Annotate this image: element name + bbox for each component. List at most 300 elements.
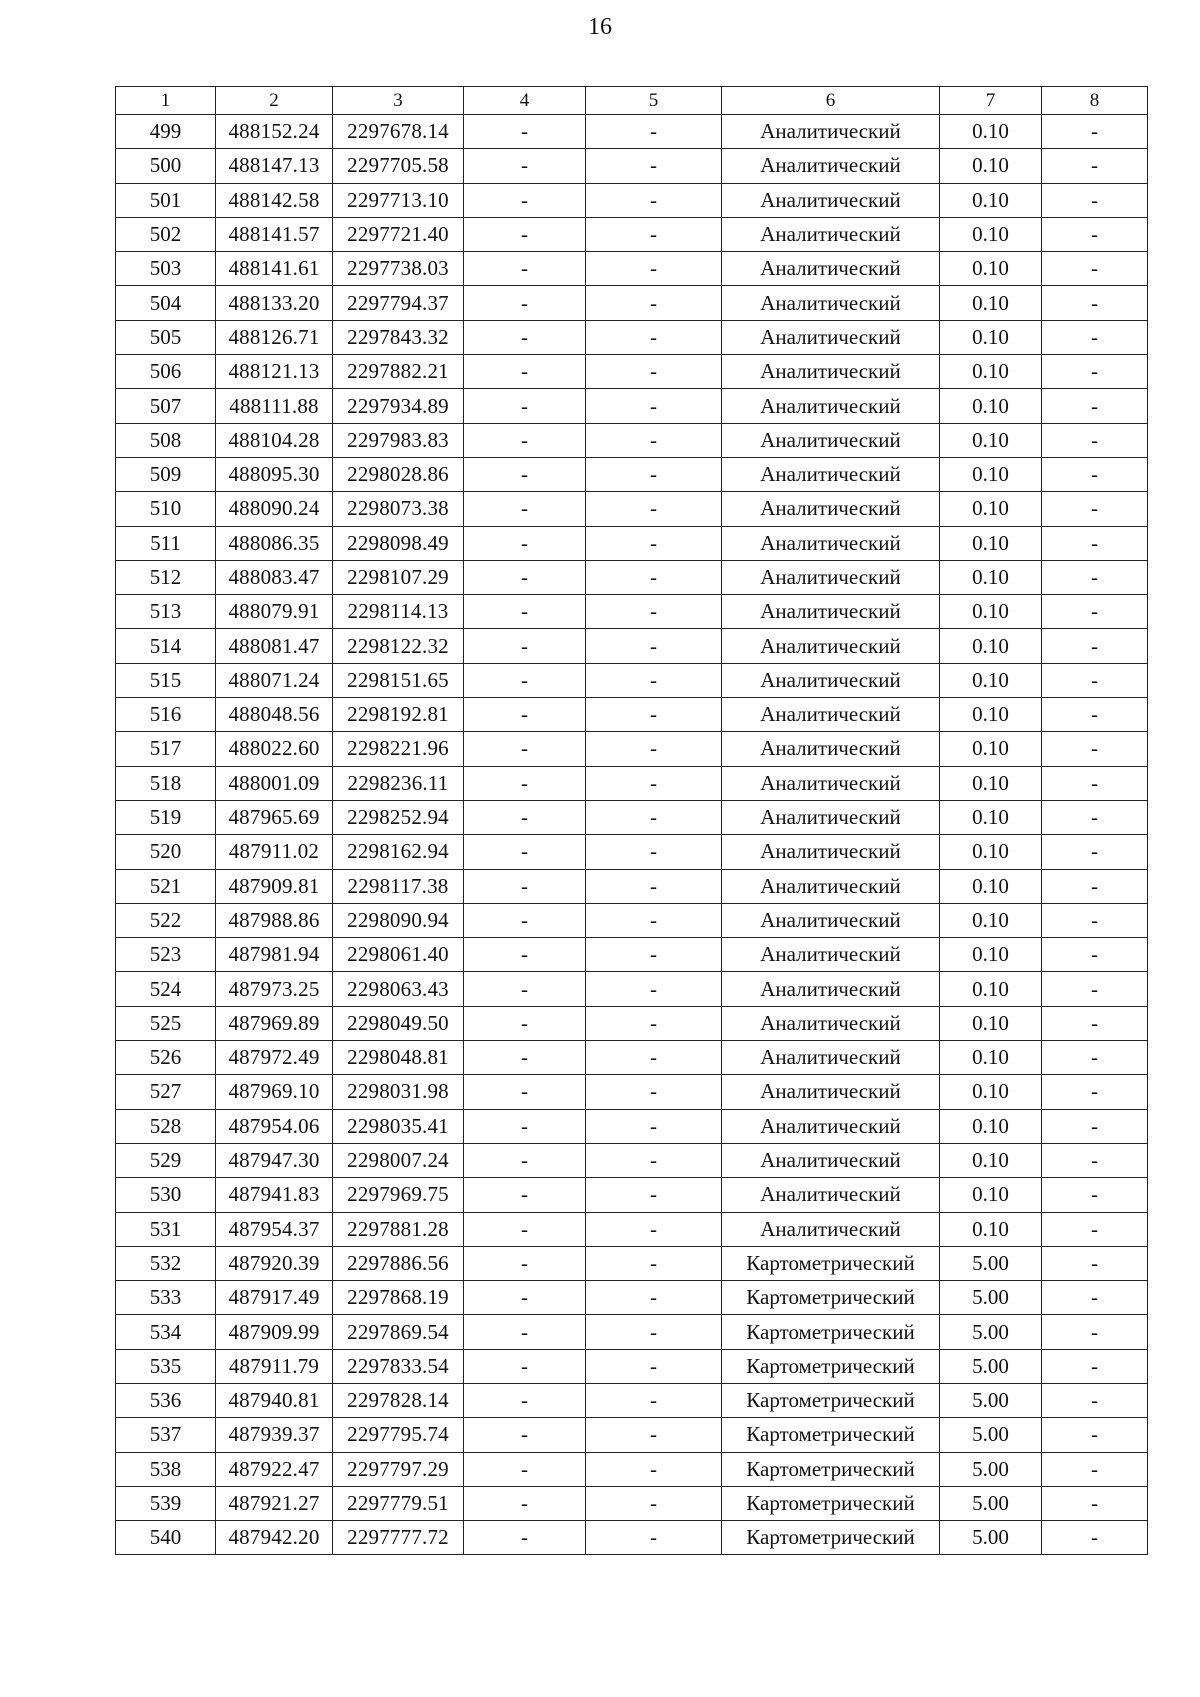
cell-coord-x: 488141.57 <box>216 217 333 251</box>
column-header-col-5: 5 <box>586 87 722 115</box>
table-row <box>116 1486 1148 1520</box>
cell-col-5: - <box>586 1246 722 1280</box>
column-header-col-8: 8 <box>1042 87 1148 115</box>
cell-col-8: - <box>1042 1349 1148 1383</box>
cell-accuracy: 0.10 <box>940 1178 1042 1212</box>
cell-method: Аналитический <box>722 766 940 800</box>
table-body <box>116 115 1148 1555</box>
cell-col-8: - <box>1042 115 1148 149</box>
cell-accuracy: 0.10 <box>940 320 1042 354</box>
cell-point-number: 528 <box>116 1109 216 1143</box>
cell-method: Аналитический <box>722 423 940 457</box>
cell-col-5: - <box>586 1383 722 1417</box>
cell-coord-x: 488090.24 <box>216 492 333 526</box>
cell-col-5: - <box>586 1041 722 1075</box>
cell-method: Аналитический <box>722 320 940 354</box>
cell-col-5: - <box>586 1143 722 1177</box>
cell-coord-x: 487954.37 <box>216 1212 333 1246</box>
cell-col-4: - <box>464 1212 586 1246</box>
cell-point-number: 522 <box>116 903 216 937</box>
cell-col-5: - <box>586 320 722 354</box>
cell-point-number: 517 <box>116 732 216 766</box>
cell-coord-x: 487965.69 <box>216 800 333 834</box>
cell-col-4: - <box>464 183 586 217</box>
cell-point-number: 523 <box>116 938 216 972</box>
cell-coord-y: 2297881.28 <box>333 1212 464 1246</box>
cell-point-number: 518 <box>116 766 216 800</box>
cell-col-8: - <box>1042 1486 1148 1520</box>
cell-accuracy: 0.10 <box>940 800 1042 834</box>
cell-coord-x: 487969.10 <box>216 1075 333 1109</box>
cell-col-5: - <box>586 938 722 972</box>
cell-coord-x: 488126.71 <box>216 320 333 354</box>
cell-col-4: - <box>464 149 586 183</box>
cell-col-4: - <box>464 595 586 629</box>
cell-col-4: - <box>464 1452 586 1486</box>
cell-coord-y: 2298192.81 <box>333 698 464 732</box>
column-header-method: 6 <box>722 87 940 115</box>
cell-method: Аналитический <box>722 457 940 491</box>
cell-point-number: 537 <box>116 1418 216 1452</box>
cell-point-number: 505 <box>116 320 216 354</box>
cell-col-4: - <box>464 698 586 732</box>
cell-method: Картометрический <box>722 1246 940 1280</box>
cell-method: Аналитический <box>722 149 940 183</box>
cell-point-number: 506 <box>116 355 216 389</box>
cell-coord-x: 488111.88 <box>216 389 333 423</box>
cell-coord-y: 2298048.81 <box>333 1041 464 1075</box>
cell-coord-y: 2298063.43 <box>333 972 464 1006</box>
cell-coord-x: 488095.30 <box>216 457 333 491</box>
cell-method: Аналитический <box>722 835 940 869</box>
cell-col-4: - <box>464 252 586 286</box>
cell-method: Аналитический <box>722 903 940 937</box>
cell-col-5: - <box>586 252 722 286</box>
cell-point-number: 535 <box>116 1349 216 1383</box>
cell-point-number: 533 <box>116 1281 216 1315</box>
cell-col-5: - <box>586 286 722 320</box>
cell-coord-x: 488121.13 <box>216 355 333 389</box>
cell-col-4: - <box>464 389 586 423</box>
cell-col-4: - <box>464 869 586 903</box>
cell-col-8: - <box>1042 1246 1148 1280</box>
cell-coord-y: 2297738.03 <box>333 252 464 286</box>
cell-col-8: - <box>1042 663 1148 697</box>
cell-coord-x: 487973.25 <box>216 972 333 1006</box>
cell-col-8: - <box>1042 1075 1148 1109</box>
table-row <box>116 115 1148 149</box>
cell-coord-x: 487941.83 <box>216 1178 333 1212</box>
cell-col-5: - <box>586 903 722 937</box>
cell-col-8: - <box>1042 1418 1148 1452</box>
cell-accuracy: 0.10 <box>940 252 1042 286</box>
table-row <box>116 1246 1148 1280</box>
cell-coord-y: 2298028.86 <box>333 457 464 491</box>
cell-method: Аналитический <box>722 1041 940 1075</box>
cell-coord-x: 487909.81 <box>216 869 333 903</box>
cell-col-4: - <box>464 663 586 697</box>
cell-method: Картометрический <box>722 1486 940 1520</box>
cell-accuracy: 0.10 <box>940 1041 1042 1075</box>
cell-point-number: 521 <box>116 869 216 903</box>
cell-accuracy: 5.00 <box>940 1281 1042 1315</box>
cell-coord-y: 2298035.41 <box>333 1109 464 1143</box>
cell-col-8: - <box>1042 1281 1148 1315</box>
cell-col-5: - <box>586 1521 722 1555</box>
cell-col-8: - <box>1042 972 1148 1006</box>
cell-accuracy: 0.10 <box>940 903 1042 937</box>
cell-method: Картометрический <box>722 1383 940 1417</box>
cell-point-number: 520 <box>116 835 216 869</box>
table-row <box>116 1075 1148 1109</box>
cell-col-8: - <box>1042 423 1148 457</box>
cell-method: Картометрический <box>722 1521 940 1555</box>
table-row <box>116 1109 1148 1143</box>
cell-col-4: - <box>464 1143 586 1177</box>
cell-point-number: 525 <box>116 1006 216 1040</box>
cell-point-number: 513 <box>116 595 216 629</box>
cell-col-8: - <box>1042 1521 1148 1555</box>
cell-method: Аналитический <box>722 869 940 903</box>
cell-col-8: - <box>1042 217 1148 251</box>
table-row <box>116 1383 1148 1417</box>
cell-point-number: 501 <box>116 183 216 217</box>
cell-accuracy: 0.10 <box>940 1109 1042 1143</box>
column-header-point-number: 1 <box>116 87 216 115</box>
cell-coord-x: 487969.89 <box>216 1006 333 1040</box>
cell-col-5: - <box>586 1349 722 1383</box>
cell-coord-y: 2297833.54 <box>333 1349 464 1383</box>
cell-coord-x: 487981.94 <box>216 938 333 972</box>
cell-col-8: - <box>1042 149 1148 183</box>
cell-coord-y: 2297797.29 <box>333 1452 464 1486</box>
cell-col-4: - <box>464 629 586 663</box>
cell-col-5: - <box>586 560 722 594</box>
cell-point-number: 536 <box>116 1383 216 1417</box>
table-row <box>116 1452 1148 1486</box>
cell-method: Аналитический <box>722 1178 940 1212</box>
cell-col-5: - <box>586 732 722 766</box>
cell-coord-y: 2298061.40 <box>333 938 464 972</box>
column-header-accuracy: 7 <box>940 87 1042 115</box>
cell-point-number: 509 <box>116 457 216 491</box>
cell-col-8: - <box>1042 629 1148 663</box>
cell-coord-x: 488104.28 <box>216 423 333 457</box>
cell-col-4: - <box>464 972 586 1006</box>
cell-accuracy: 0.10 <box>940 595 1042 629</box>
cell-col-5: - <box>586 115 722 149</box>
cell-col-8: - <box>1042 1212 1148 1246</box>
cell-coord-y: 2298221.96 <box>333 732 464 766</box>
cell-col-5: - <box>586 663 722 697</box>
cell-col-8: - <box>1042 286 1148 320</box>
cell-point-number: 530 <box>116 1178 216 1212</box>
cell-col-5: - <box>586 1486 722 1520</box>
cell-col-5: - <box>586 629 722 663</box>
cell-method: Аналитический <box>722 492 940 526</box>
cell-accuracy: 0.10 <box>940 869 1042 903</box>
cell-coord-x: 487988.86 <box>216 903 333 937</box>
cell-coord-y: 2297678.14 <box>333 115 464 149</box>
cell-coord-y: 2297777.72 <box>333 1521 464 1555</box>
cell-col-4: - <box>464 1383 586 1417</box>
table-row <box>116 492 1148 526</box>
table-row <box>116 938 1148 972</box>
cell-point-number: 508 <box>116 423 216 457</box>
cell-point-number: 531 <box>116 1212 216 1246</box>
table-row <box>116 1143 1148 1177</box>
cell-coord-x: 487947.30 <box>216 1143 333 1177</box>
cell-coord-y: 2297882.21 <box>333 355 464 389</box>
cell-method: Аналитический <box>722 800 940 834</box>
cell-accuracy: 0.10 <box>940 629 1042 663</box>
cell-col-5: - <box>586 217 722 251</box>
cell-accuracy: 0.10 <box>940 1075 1042 1109</box>
cell-coord-y: 2298031.98 <box>333 1075 464 1109</box>
cell-point-number: 519 <box>116 800 216 834</box>
cell-col-4: - <box>464 732 586 766</box>
cell-coord-y: 2298114.13 <box>333 595 464 629</box>
cell-col-4: - <box>464 320 586 354</box>
cell-point-number: 507 <box>116 389 216 423</box>
cell-accuracy: 0.10 <box>940 1006 1042 1040</box>
cell-method: Аналитический <box>722 938 940 972</box>
cell-accuracy: 0.10 <box>940 115 1042 149</box>
cell-col-4: - <box>464 115 586 149</box>
cell-col-5: - <box>586 800 722 834</box>
cell-col-5: - <box>586 526 722 560</box>
cell-point-number: 526 <box>116 1041 216 1075</box>
table-row <box>116 1178 1148 1212</box>
cell-col-4: - <box>464 423 586 457</box>
cell-coord-y: 2298252.94 <box>333 800 464 834</box>
cell-accuracy: 5.00 <box>940 1349 1042 1383</box>
cell-col-8: - <box>1042 183 1148 217</box>
cell-col-4: - <box>464 938 586 972</box>
cell-col-4: - <box>464 1349 586 1383</box>
cell-coord-x: 488079.91 <box>216 595 333 629</box>
cell-col-5: - <box>586 423 722 457</box>
cell-coord-x: 488141.61 <box>216 252 333 286</box>
cell-coord-y: 2297779.51 <box>333 1486 464 1520</box>
table-row <box>116 1418 1148 1452</box>
cell-col-5: - <box>586 766 722 800</box>
cell-coord-x: 487972.49 <box>216 1041 333 1075</box>
column-header-coord-y: 3 <box>333 87 464 115</box>
cell-col-8: - <box>1042 1143 1148 1177</box>
cell-method: Аналитический <box>722 560 940 594</box>
table-row <box>116 217 1148 251</box>
table-row <box>116 663 1148 697</box>
cell-point-number: 511 <box>116 526 216 560</box>
cell-col-5: - <box>586 1315 722 1349</box>
cell-coord-y: 2298049.50 <box>333 1006 464 1040</box>
cell-coord-y: 2297983.83 <box>333 423 464 457</box>
cell-point-number: 499 <box>116 115 216 149</box>
table-header-row <box>116 87 1148 115</box>
cell-accuracy: 0.10 <box>940 149 1042 183</box>
cell-accuracy: 0.10 <box>940 389 1042 423</box>
cell-col-8: - <box>1042 766 1148 800</box>
cell-method: Аналитический <box>722 286 940 320</box>
table-row <box>116 903 1148 937</box>
cell-coord-y: 2297713.10 <box>333 183 464 217</box>
cell-coord-x: 488133.20 <box>216 286 333 320</box>
table-row <box>116 457 1148 491</box>
cell-accuracy: 5.00 <box>940 1521 1042 1555</box>
cell-col-4: - <box>464 903 586 937</box>
cell-accuracy: 5.00 <box>940 1418 1042 1452</box>
cell-coord-x: 487940.81 <box>216 1383 333 1417</box>
table-row <box>116 1212 1148 1246</box>
table-row <box>116 149 1148 183</box>
cell-coord-y: 2297868.19 <box>333 1281 464 1315</box>
cell-method: Аналитический <box>722 526 940 560</box>
table-row <box>116 1041 1148 1075</box>
cell-coord-y: 2297969.75 <box>333 1178 464 1212</box>
table-row <box>116 800 1148 834</box>
cell-accuracy: 5.00 <box>940 1246 1042 1280</box>
cell-coord-y: 2298117.38 <box>333 869 464 903</box>
cell-coord-x: 488022.60 <box>216 732 333 766</box>
cell-accuracy: 0.10 <box>940 938 1042 972</box>
cell-coord-y: 2298107.29 <box>333 560 464 594</box>
cell-col-4: - <box>464 1281 586 1315</box>
cell-coord-x: 487917.49 <box>216 1281 333 1315</box>
table-row <box>116 972 1148 1006</box>
cell-col-8: - <box>1042 1109 1148 1143</box>
cell-coord-y: 2297705.58 <box>333 149 464 183</box>
column-header-col-4: 4 <box>464 87 586 115</box>
cell-coord-y: 2297721.40 <box>333 217 464 251</box>
table-row <box>116 1521 1148 1555</box>
cell-col-8: - <box>1042 355 1148 389</box>
cell-col-4: - <box>464 1521 586 1555</box>
cell-point-number: 504 <box>116 286 216 320</box>
cell-accuracy: 0.10 <box>940 423 1042 457</box>
cell-method: Аналитический <box>722 1109 940 1143</box>
cell-coord-y: 2298151.65 <box>333 663 464 697</box>
cell-coord-y: 2298162.94 <box>333 835 464 869</box>
table-row <box>116 698 1148 732</box>
cell-accuracy: 5.00 <box>940 1486 1042 1520</box>
cell-col-8: - <box>1042 1006 1148 1040</box>
table-row <box>116 1315 1148 1349</box>
cell-col-5: - <box>586 149 722 183</box>
cell-coord-x: 488001.09 <box>216 766 333 800</box>
cell-method: Аналитический <box>722 732 940 766</box>
cell-col-4: - <box>464 1109 586 1143</box>
cell-accuracy: 0.10 <box>940 183 1042 217</box>
cell-col-8: - <box>1042 869 1148 903</box>
cell-coord-y: 2298090.94 <box>333 903 464 937</box>
table-row <box>116 732 1148 766</box>
cell-point-number: 512 <box>116 560 216 594</box>
cell-col-4: - <box>464 1418 586 1452</box>
cell-col-8: - <box>1042 800 1148 834</box>
cell-method: Картометрический <box>722 1452 940 1486</box>
cell-col-5: - <box>586 389 722 423</box>
table-row <box>116 560 1148 594</box>
cell-accuracy: 0.10 <box>940 355 1042 389</box>
cell-col-5: - <box>586 457 722 491</box>
cell-col-5: - <box>586 1109 722 1143</box>
cell-coord-x: 488048.56 <box>216 698 333 732</box>
cell-accuracy: 0.10 <box>940 286 1042 320</box>
cell-col-8: - <box>1042 492 1148 526</box>
cell-col-8: - <box>1042 1383 1148 1417</box>
cell-col-8: - <box>1042 698 1148 732</box>
cell-point-number: 527 <box>116 1075 216 1109</box>
cell-method: Картометрический <box>722 1281 940 1315</box>
cell-col-8: - <box>1042 938 1148 972</box>
cell-method: Аналитический <box>722 115 940 149</box>
cell-method: Аналитический <box>722 698 940 732</box>
cell-point-number: 540 <box>116 1521 216 1555</box>
cell-col-5: - <box>586 183 722 217</box>
cell-accuracy: 0.10 <box>940 457 1042 491</box>
cell-accuracy: 0.10 <box>940 972 1042 1006</box>
cell-accuracy: 0.10 <box>940 698 1042 732</box>
cell-col-4: - <box>464 457 586 491</box>
coordinates-table <box>115 86 1148 1555</box>
cell-coord-x: 488071.24 <box>216 663 333 697</box>
table-row <box>116 320 1148 354</box>
cell-point-number: 539 <box>116 1486 216 1520</box>
cell-coord-x: 487911.79 <box>216 1349 333 1383</box>
cell-coord-x: 488086.35 <box>216 526 333 560</box>
cell-accuracy: 5.00 <box>940 1315 1042 1349</box>
cell-col-8: - <box>1042 560 1148 594</box>
cell-accuracy: 0.10 <box>940 492 1042 526</box>
cell-coord-x: 487939.37 <box>216 1418 333 1452</box>
cell-point-number: 502 <box>116 217 216 251</box>
cell-point-number: 503 <box>116 252 216 286</box>
table-row <box>116 526 1148 560</box>
cell-accuracy: 0.10 <box>940 1143 1042 1177</box>
cell-accuracy: 0.10 <box>940 526 1042 560</box>
cell-point-number: 538 <box>116 1452 216 1486</box>
cell-col-5: - <box>586 1418 722 1452</box>
cell-accuracy: 0.10 <box>940 766 1042 800</box>
cell-coord-y: 2297886.56 <box>333 1246 464 1280</box>
cell-col-8: - <box>1042 252 1148 286</box>
cell-col-5: - <box>586 972 722 1006</box>
cell-accuracy: 0.10 <box>940 560 1042 594</box>
cell-col-8: - <box>1042 457 1148 491</box>
cell-coord-x: 488083.47 <box>216 560 333 594</box>
cell-coord-y: 2298098.49 <box>333 526 464 560</box>
cell-col-8: - <box>1042 595 1148 629</box>
cell-col-4: - <box>464 286 586 320</box>
cell-col-5: - <box>586 492 722 526</box>
table-row <box>116 286 1148 320</box>
cell-col-5: - <box>586 1281 722 1315</box>
cell-method: Картометрический <box>722 1418 940 1452</box>
cell-point-number: 510 <box>116 492 216 526</box>
cell-coord-y: 2298122.32 <box>333 629 464 663</box>
cell-coord-x: 488081.47 <box>216 629 333 663</box>
cell-col-5: - <box>586 1006 722 1040</box>
cell-col-5: - <box>586 355 722 389</box>
cell-col-4: - <box>464 560 586 594</box>
cell-coord-x: 487922.47 <box>216 1452 333 1486</box>
cell-method: Аналитический <box>722 595 940 629</box>
cell-point-number: 524 <box>116 972 216 1006</box>
cell-col-4: - <box>464 492 586 526</box>
cell-point-number: 516 <box>116 698 216 732</box>
cell-coord-x: 487911.02 <box>216 835 333 869</box>
